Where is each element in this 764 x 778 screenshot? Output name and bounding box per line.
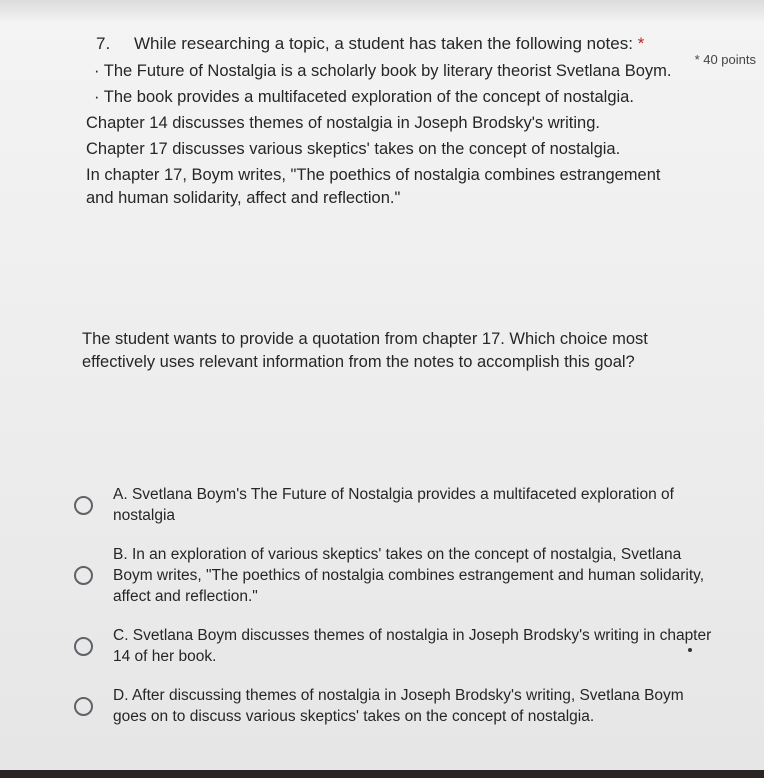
radio-button-d[interactable] — [74, 697, 93, 716]
note-item: In chapter 17, Boym writes, "The poethics of nostalgia combines estrangement and human solidarity, affect and reflection." — [86, 166, 661, 207]
question-title — [134, 34, 644, 54]
points-label: * 40 points — [694, 52, 756, 67]
note-item: Chapter 17 discusses various skeptics' takes on the concept of nostalgia. — [86, 140, 621, 158]
stray-dot — [688, 648, 692, 652]
note-item: · The Future of Nostalgia is a scholarly book by literary theorist Svetlana Boym. — [94, 62, 672, 80]
option-c[interactable] — [66, 625, 726, 667]
option-d-text: D. After discussing themes of nostalgia in Joseph Brodsky's writing, Svetlana Boym goes on to discuss various skeptics' takes on the concept of nostalgia. — [113, 687, 684, 725]
question-title-text: While researching a topic, a student has taken the following notes: — [134, 34, 633, 53]
option-b-text: B. In an exploration of various skeptics' takes on the concept of nostalgia, Svetlana Boym writes, "The poethics of nostalgia combines estrangement and human solidarity, affect and reflection." — [113, 546, 705, 605]
option-c-text: C. Svetlana Boym discusses themes of nostalgia in Joseph Brodsky's writing in chapter 14 of her book. — [113, 627, 712, 665]
answer-options — [66, 484, 726, 745]
note-item: · The book provides a multifaceted exploration of the concept of nostalgia. — [94, 88, 634, 106]
note-item: Chapter 14 discusses themes of nostalgia in Joseph Brodsky's writing. — [86, 114, 600, 132]
option-a[interactable] — [66, 484, 726, 526]
option-b[interactable] — [66, 544, 726, 607]
radio-button-c[interactable] — [74, 637, 93, 656]
option-a-text: A. Svetlana Boym's The Future of Nostalgia provides a multifaceted exploration of nostalgia — [113, 486, 674, 524]
radio-button-a[interactable] — [74, 496, 93, 515]
question-number: 7. — [96, 34, 111, 53]
question-prompt: The student wants to provide a quotation from chapter 17. Which choice most effectively uses relevant information from the notes to accomplish this goal? — [82, 330, 648, 371]
required-asterisk: * — [637, 34, 645, 53]
radio-button-b[interactable] — [74, 566, 93, 585]
notes-list — [86, 60, 686, 213]
option-d[interactable] — [66, 685, 726, 727]
